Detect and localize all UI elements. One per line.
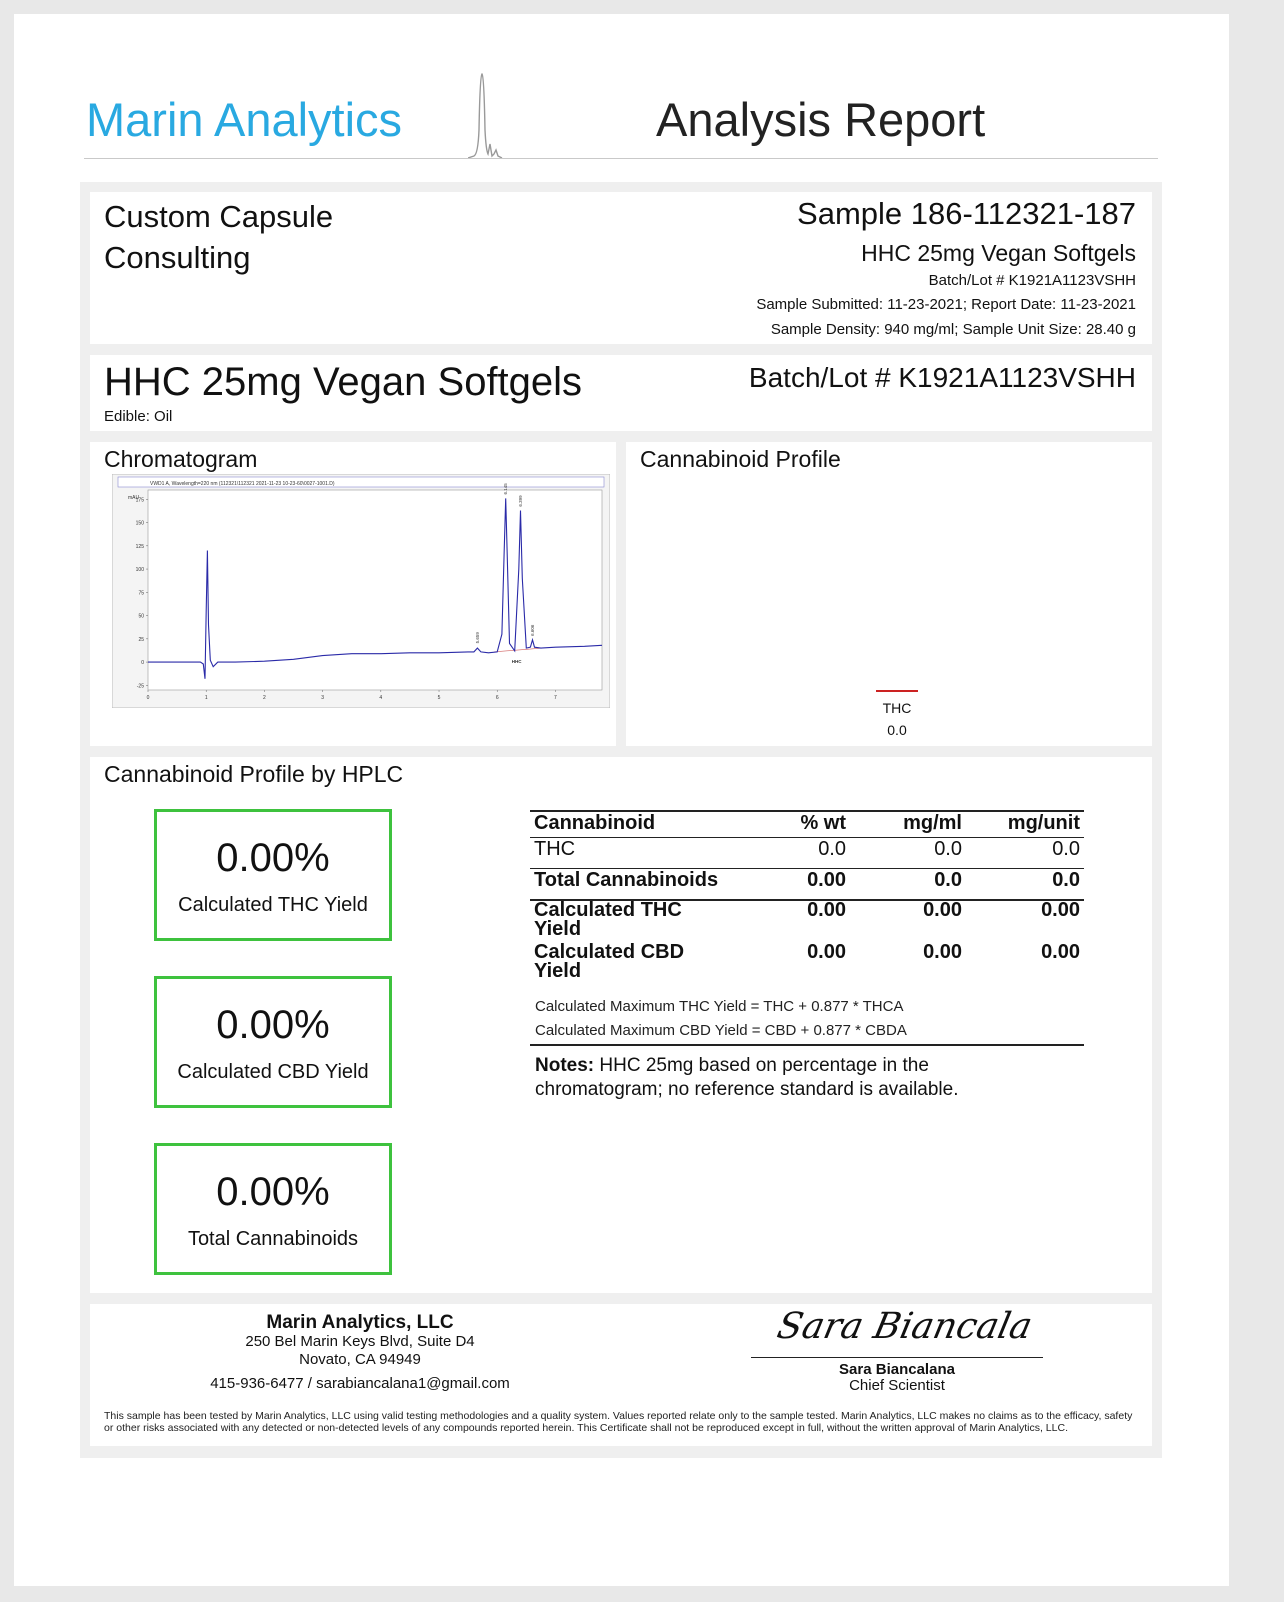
- y-tick-label: 175: [135, 497, 144, 504]
- table-cell: 0.0: [850, 869, 966, 901]
- kpi-value: 0.00%: [216, 836, 330, 880]
- x-tick-label: 0: [146, 695, 150, 701]
- chromatogram-title: Chromatogram: [104, 446, 258, 472]
- profile-title: Cannabinoid Profile: [640, 446, 841, 472]
- header-divider: [84, 158, 1158, 159]
- thc-bar-value: 0.0: [887, 722, 907, 738]
- signature-line: [751, 1357, 1043, 1358]
- table-cell: 0.00: [807, 899, 846, 921]
- kpi-label: Calculated CBD Yield: [177, 1061, 369, 1083]
- client-name-line1: Custom Capsule: [104, 199, 334, 234]
- footer-address1: 250 Bel Marin Keys Blvd, Suite D4: [245, 1333, 475, 1350]
- table-cell: [530, 943, 750, 983]
- table-cell: 0.0: [1052, 838, 1080, 860]
- table-cell: 0.00: [1041, 941, 1080, 963]
- table-cell: 0.00: [1041, 899, 1080, 921]
- x-tick-label: 4: [379, 695, 383, 701]
- signer-title: Chief Scientist: [849, 1377, 945, 1394]
- table-row: [530, 900, 1084, 943]
- y-tick-label: 150: [135, 520, 144, 527]
- kpi-cbd-yield: [154, 976, 392, 1108]
- table-cell: 0.00: [750, 869, 850, 901]
- x-tick-label: 7: [554, 695, 557, 701]
- sample-batch: Batch/Lot # K1921A1123VSHH: [928, 272, 1136, 289]
- table-row: [530, 869, 1084, 901]
- sample-dates: Sample Submitted: 11-23-2021; Report Date: 11-23-2021: [756, 296, 1136, 313]
- footer-address2: Novato, CA 94949: [299, 1351, 421, 1368]
- table-row: [530, 943, 1084, 983]
- y-tick-label: -25: [136, 683, 144, 690]
- peak-label: 6.145: [503, 483, 509, 495]
- col-header: Cannabinoid: [530, 811, 750, 838]
- kpi-thc-yield: [154, 809, 392, 941]
- notes-text: HHC 25mg based on percentage in the chromatogram; no reference standard is available.: [535, 1055, 959, 1100]
- y-unit-label: mAU: [128, 495, 140, 501]
- footer-contact: 415-936-6477 / sarabiancalana1@gmail.com: [210, 1375, 510, 1392]
- kpi-value: 0.00%: [216, 1170, 330, 1214]
- col-header: mg/ml: [850, 811, 966, 838]
- table-cell: THC: [534, 838, 576, 860]
- table-cell: [530, 900, 750, 943]
- peak-label: 6.399: [517, 495, 523, 507]
- col-header: % wt: [750, 811, 850, 838]
- kpi-value: 0.00%: [216, 1003, 330, 1047]
- peak-label: 6.606: [530, 624, 536, 636]
- cell-line: Calculated THC: [534, 899, 682, 921]
- notes: [535, 1054, 1005, 1102]
- x-tick-label: 6: [495, 695, 499, 701]
- sample-id: Sample 186-112321-187: [797, 196, 1136, 231]
- x-tick-label: 1: [204, 695, 208, 701]
- table-header-row: [530, 811, 1084, 838]
- sample-density: Sample Density: 940 mg/ml; Sample Unit Size: 28.40 g: [770, 321, 1136, 338]
- x-tick-label: 3: [321, 695, 325, 701]
- peak-label: 5.659: [474, 632, 480, 644]
- footer-company: Marin Analytics, LLC: [266, 1312, 454, 1333]
- table-cell: 0.00: [923, 941, 962, 963]
- table-cell: 0.0: [966, 869, 1084, 901]
- sample-product: HHC 25mg Vegan Softgels: [861, 240, 1136, 266]
- kpi-label: Calculated THC Yield: [178, 894, 368, 916]
- cannabinoid-table: [530, 810, 1084, 983]
- chromatogram-header: VWD1 A, Wavelength=220 nm (112321\112321 2021-11-23 10-23-60\0027-1001.D): [150, 481, 335, 487]
- peak-logo-icon: [468, 70, 528, 162]
- table-row: [530, 838, 1084, 869]
- brand-logo-text: Marin Analytics: [86, 93, 403, 146]
- signer-name: Sara Biancalana: [839, 1361, 955, 1378]
- formula-thc: Calculated Maximum THC Yield = THC + 0.877 * THCA: [535, 998, 904, 1015]
- thc-bar: [876, 690, 918, 692]
- product-name: HHC 25mg Vegan Softgels: [104, 360, 583, 404]
- table-cell: 0.00: [807, 941, 846, 963]
- table-cell: 0.0: [818, 838, 846, 860]
- x-tick-label: 5: [437, 695, 441, 701]
- formula-divider: [530, 1044, 1084, 1046]
- y-tick-label: 75: [138, 590, 144, 597]
- y-tick-label: 125: [135, 543, 144, 550]
- table-cell: 0.0: [934, 838, 962, 860]
- y-tick-label: 0: [141, 660, 144, 667]
- kpi-total-cannabinoids: [154, 1143, 392, 1275]
- product-type: Edible: Oil: [104, 408, 173, 425]
- client-name-line2: Consulting: [104, 240, 251, 275]
- table-cell: 0.00: [923, 899, 962, 921]
- cell-line: Calculated CBD: [534, 941, 685, 963]
- hplc-title: Cannabinoid Profile by HPLC: [104, 761, 404, 787]
- disclaimer: This sample has been tested by Marin Analytics, LLC using valid testing methodologies and a quality system. Values reported relate only to the sample tested. Marin Analytics, LLC makes no claims as to the efficacy, safety or other risks associated with any detected or non-detected levels of any compounds reported herein. This Certificate shall not be reproduced except in full, without the written approval of Marin Analytics, LLC.: [104, 1410, 1133, 1434]
- cell-line: Yield: [534, 960, 582, 982]
- thc-bar-label: THC: [882, 700, 912, 716]
- product-batch: Batch/Lot # K1921A1123VSHH: [748, 362, 1136, 393]
- signature-image: Sara Biancala: [773, 1306, 1036, 1347]
- report-title: Analysis Report: [656, 93, 986, 146]
- kpi-label: Total Cannabinoids: [187, 1228, 359, 1250]
- formula-cbd: Calculated Maximum CBD Yield = CBD + 0.877 * CBDA: [535, 1022, 907, 1039]
- y-tick-label: 100: [135, 567, 144, 574]
- col-header: mg/unit: [966, 811, 1084, 838]
- cell-line: Yield: [534, 918, 582, 940]
- peak-name-hhc: HHC: [511, 659, 522, 665]
- y-tick-label: 50: [138, 613, 144, 620]
- table-cell: Total Cannabinoids: [530, 869, 750, 901]
- x-tick-label: 2: [263, 695, 266, 701]
- notes-label: Notes:: [535, 1055, 595, 1076]
- chromatogram-chart: [112, 474, 610, 708]
- y-tick-label: 25: [138, 636, 144, 643]
